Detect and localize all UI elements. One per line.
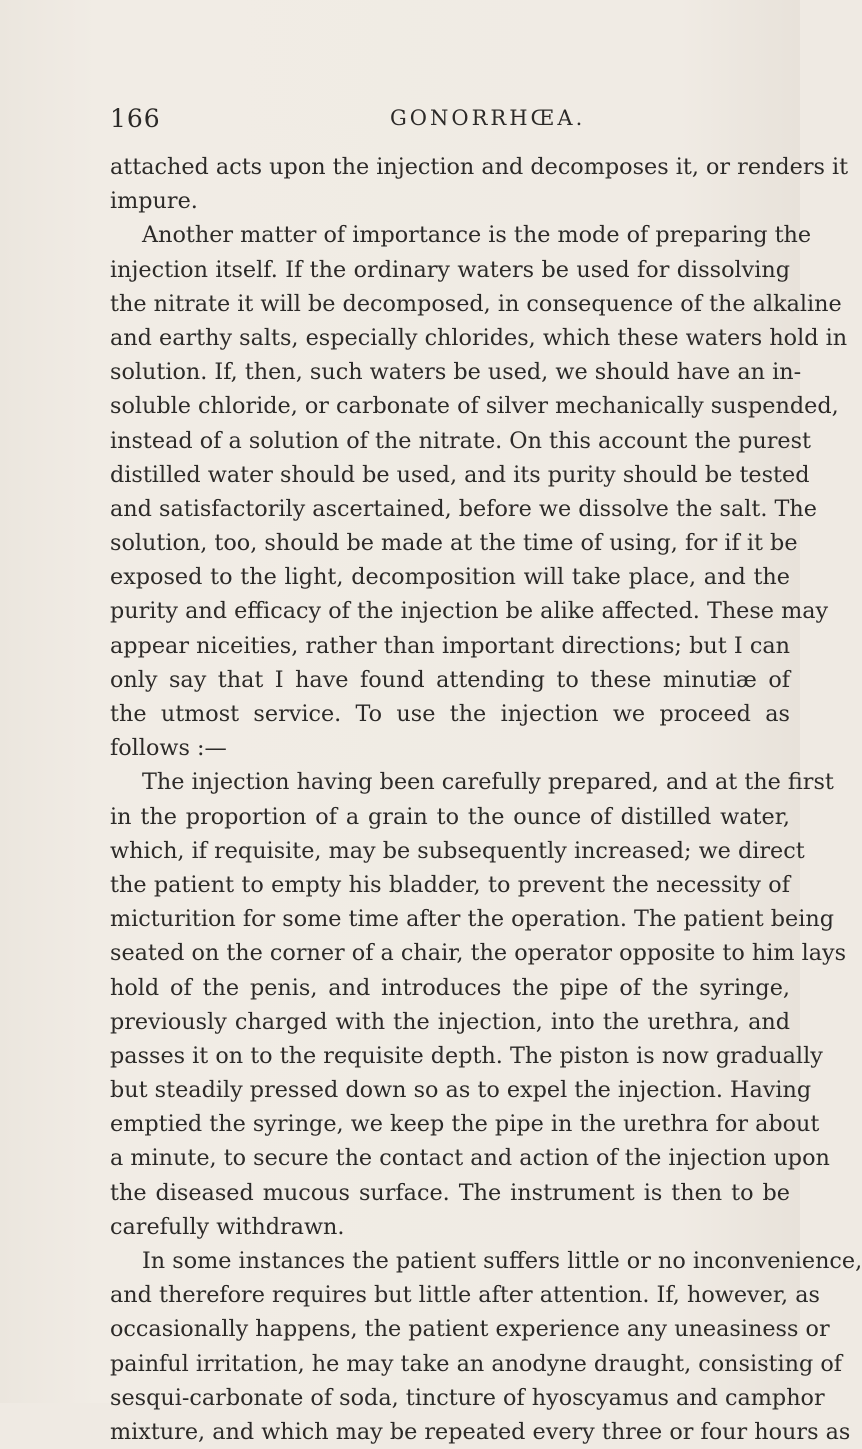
text-line: the nitrate it will be decomposed, in consequence of the alkaline [110,290,842,317]
page-header [110,104,790,138]
text-line: emptied the syringe, we keep the pipe in the urethra for about [110,1111,820,1138]
text-line: passes it on to the requisite depth. The piston is now gradually [110,1042,823,1069]
text-line: solution. If, then, such waters be used, we should have an in- [110,359,802,386]
text-line: injection itself. If the ordinary waters be used for dissolving [110,256,790,283]
text-line: mixture, and which may be repeated every three or four hours as [110,1418,851,1445]
text-line: purity and efficacy of the injection be alike affected. These may [110,598,829,625]
text-line: but steadily pressed down so as to expel the injection. Having [110,1077,812,1104]
text-line: The injection having been carefully prepared, and at the first [142,769,834,796]
text-line: impure. [110,188,198,215]
text-line: painful irritation, he may take an anodyne draught, consisting of [110,1350,843,1377]
text-line: exposed to the light, decomposition will take place, and the [110,564,790,591]
text-line: solution, too, should be made at the time of using, for if it be [110,530,798,557]
text-line: in the proportion of a grain to the ounce of distilled water, [110,803,790,830]
text-line: the diseased mucous surface. The instrument is then to be [110,1179,790,1206]
text-line: and satisfactorily ascertained, before we dissolve the salt. The [110,495,817,522]
running-title: GONORRHŒA. [390,106,586,130]
text-line: micturition for some time after the operation. The patient being [110,906,835,933]
text-line: previously charged with the injection, into the urethra, and [110,1008,790,1035]
text-line: and therefore requires but little after attention. If, however, as [110,1282,820,1309]
text-line: the utmost service. To use the injection we proceed as [110,701,790,727]
text-line: Another matter of importance is the mode of preparing the [142,222,812,249]
text-line: attached acts upon the injection and decomposes it, or renders it [110,154,849,180]
body-text [110,150,862,1449]
text-line: seated on the corner of a chair, the operator opposite to him lays [110,940,847,967]
text-line: occasionally happens, the patient experience any uneasiness or [110,1316,830,1343]
text-line: only say that I have found attending to these minutiæ of [110,666,790,693]
page-number: 166 [110,104,161,133]
text-line: sesqui-carbonate of soda, tincture of hyoscyamus and camphor [110,1384,825,1411]
text-line: carefully withdrawn. [110,1213,345,1240]
text-line: appear niceities, rather than important directions; but I can [110,632,790,659]
text-line: the patient to empty his bladder, to prevent the necessity of [110,871,790,898]
text-line: and earthy salts, especially chlorides, which these waters hold in [110,324,848,351]
text-line: hold of the penis, and introduces the pipe of the syringe, [110,974,790,1001]
text-line: soluble chloride, or carbonate of silver mechanically suspended, [110,393,839,420]
text-line: In some instances the patient suffers little or no inconvenience, [142,1248,862,1274]
text-line: instead of a solution of the nitrate. On this account the purest [110,427,811,454]
text-line: a minute, to secure the contact and action of the injection upon [110,1145,830,1172]
text-line: which, if requisite, may be subsequently increased; we direct [110,837,805,864]
text-line: distilled water should be used, and its purity should be tested [110,461,810,488]
text-line: follows :— [110,735,227,762]
